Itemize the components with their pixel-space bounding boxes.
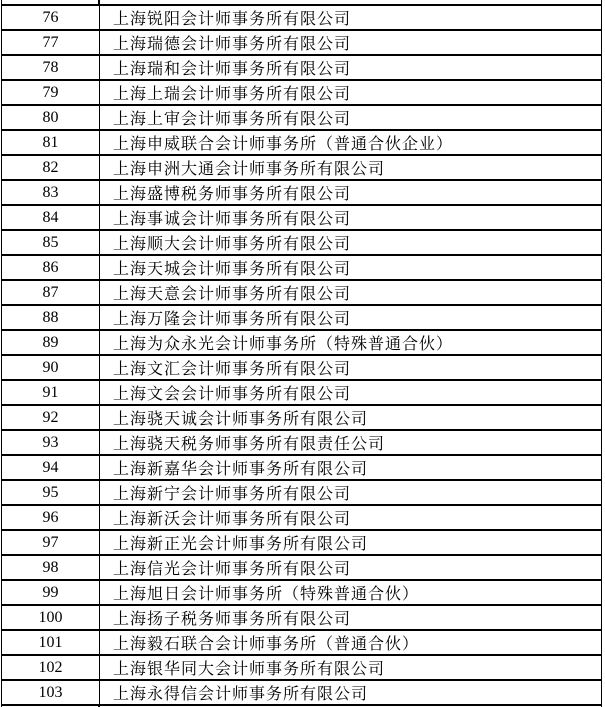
row-number-cell — [2, 681, 100, 704]
firm-name-cell — [100, 456, 601, 479]
row-number: 102 — [38, 658, 63, 676]
table-row — [2, 331, 601, 356]
firm-name: 上海永得信会计师事务所有限公司 — [113, 686, 369, 703]
table-row — [2, 456, 601, 481]
row-number-cell — [2, 556, 100, 579]
column-divider-sliver — [98, 0, 100, 4]
table-row — [2, 156, 601, 181]
row-number-cell — [2, 256, 100, 279]
firm-name-cell — [100, 356, 601, 379]
table-row — [2, 31, 601, 56]
table-row — [2, 681, 601, 706]
firm-name-cell — [100, 81, 601, 104]
firm-name: 上海盛博税务师事务所有限公司 — [113, 186, 352, 203]
table-row — [2, 181, 601, 206]
row-number-cell — [2, 331, 100, 354]
firm-name: 上海申洲大通会计师事务所有限公司 — [113, 161, 386, 178]
firm-name: 上海文汇会计师事务所有限公司 — [113, 361, 352, 378]
firm-name-cell — [100, 531, 601, 554]
firm-name-cell — [100, 281, 601, 304]
row-number: 88 — [42, 308, 59, 326]
row-number: 82 — [42, 158, 59, 176]
row-number-cell — [2, 131, 100, 154]
table-row — [2, 606, 601, 631]
row-number-cell — [2, 81, 100, 104]
firm-name-cell — [100, 181, 601, 204]
firm-name: 上海银华同大会计师事务所有限公司 — [113, 661, 386, 678]
row-number-cell — [2, 31, 100, 54]
firm-name-cell — [100, 256, 601, 279]
row-number: 101 — [38, 633, 63, 651]
row-number: 90 — [42, 358, 59, 376]
firm-name-cell — [100, 156, 601, 179]
row-number: 92 — [42, 408, 59, 426]
row-number: 87 — [42, 283, 59, 301]
row-number-cell — [2, 506, 100, 529]
table-row — [2, 256, 601, 281]
row-number: 84 — [42, 208, 59, 226]
firm-name: 上海旭日会计师事务所（特殊普通合伙） — [113, 586, 420, 603]
firm-name: 上海文会会计师事务所有限公司 — [113, 386, 352, 403]
table-row — [2, 356, 601, 381]
firm-name-cell — [100, 656, 601, 679]
row-number-cell — [2, 456, 100, 479]
table-row — [2, 6, 601, 31]
row-number: 76 — [42, 8, 59, 26]
firm-name: 上海信光会计师事务所有限公司 — [113, 561, 352, 578]
row-number: 78 — [42, 58, 59, 76]
firm-name: 上海扬子税务师事务所有限公司 — [113, 611, 352, 628]
firm-name: 上海申威联合会计师事务所（普通合伙企业） — [113, 136, 454, 153]
table-row — [2, 231, 601, 256]
row-number-cell — [2, 181, 100, 204]
firm-name-cell — [100, 481, 601, 504]
row-number: 81 — [42, 133, 59, 151]
row-number-cell — [2, 481, 100, 504]
firm-name-cell — [100, 406, 601, 429]
table-row — [2, 581, 601, 606]
firm-name-cell — [100, 331, 601, 354]
firm-name: 上海瑞德会计师事务所有限公司 — [113, 36, 352, 53]
row-number: 83 — [42, 183, 59, 201]
firm-name: 上海上审会计师事务所有限公司 — [113, 111, 352, 128]
row-number: 103 — [38, 683, 63, 701]
table-row — [2, 381, 601, 406]
row-number-cell — [2, 531, 100, 554]
table-row — [2, 56, 601, 81]
row-number-cell — [2, 6, 100, 29]
row-number: 94 — [42, 458, 59, 476]
row-number: 93 — [42, 433, 59, 451]
row-number: 91 — [42, 383, 59, 401]
firm-name-cell — [100, 131, 601, 154]
table-row — [2, 431, 601, 456]
row-number: 100 — [38, 608, 63, 626]
row-number: 79 — [42, 83, 59, 101]
firm-name-cell — [100, 431, 601, 454]
row-number-cell — [2, 606, 100, 629]
firm-name-cell — [100, 31, 601, 54]
table-row — [2, 131, 601, 156]
table-row — [2, 481, 601, 506]
firm-name: 上海顺大会计师事务所有限公司 — [113, 236, 352, 253]
row-number-cell — [2, 206, 100, 229]
firm-name-cell — [100, 681, 601, 704]
firm-name-cell — [100, 631, 601, 654]
table-row — [2, 106, 601, 131]
partial-row-top — [2, 0, 601, 6]
table-body — [2, 6, 601, 706]
row-number-cell — [2, 656, 100, 679]
table-row — [2, 306, 601, 331]
firm-name: 上海事诚会计师事务所有限公司 — [113, 211, 352, 228]
row-number-cell — [2, 306, 100, 329]
table-row — [2, 281, 601, 306]
row-number-cell — [2, 156, 100, 179]
table-row — [2, 206, 601, 231]
firm-name: 上海骁天诚会计师事务所有限公司 — [113, 411, 369, 428]
table-row — [2, 81, 601, 106]
firm-name: 上海新正光会计师事务所有限公司 — [113, 536, 369, 553]
row-number: 85 — [42, 233, 59, 251]
row-number: 98 — [42, 558, 59, 576]
firm-name: 上海锐阳会计师事务所有限公司 — [113, 11, 352, 28]
row-number: 80 — [42, 108, 59, 126]
firm-name: 上海万隆会计师事务所有限公司 — [113, 311, 352, 328]
row-number-cell — [2, 431, 100, 454]
row-number-cell — [2, 406, 100, 429]
table-row — [2, 506, 601, 531]
row-number: 95 — [42, 483, 59, 501]
firm-name: 上海骁天税务师事务所有限责任公司 — [113, 436, 386, 453]
firm-table — [1, 0, 602, 707]
firm-name: 上海新宁会计师事务所有限公司 — [113, 486, 352, 503]
row-number-cell — [2, 381, 100, 404]
firm-name: 上海天城会计师事务所有限公司 — [113, 261, 352, 278]
row-number-cell — [2, 56, 100, 79]
table-row — [2, 656, 601, 681]
row-number-cell — [2, 581, 100, 604]
firm-name-cell — [100, 6, 601, 29]
firm-name: 上海新沃会计师事务所有限公司 — [113, 511, 352, 528]
table-row — [2, 531, 601, 556]
firm-name-cell — [100, 581, 601, 604]
firm-name: 上海新嘉华会计师事务所有限公司 — [113, 461, 369, 478]
firm-name: 上海瑞和会计师事务所有限公司 — [113, 61, 352, 78]
firm-name-cell — [100, 231, 601, 254]
firm-name-cell — [100, 206, 601, 229]
firm-name: 上海上瑞会计师事务所有限公司 — [113, 86, 352, 103]
row-number-cell — [2, 631, 100, 654]
row-number-cell — [2, 356, 100, 379]
table-row — [2, 556, 601, 581]
firm-name: 上海为众永光会计师事务所（特殊普通合伙） — [113, 336, 454, 353]
firm-name-cell — [100, 506, 601, 529]
row-number-cell — [2, 231, 100, 254]
firm-name-cell — [100, 306, 601, 329]
table-row — [2, 406, 601, 431]
row-number: 96 — [42, 508, 59, 526]
row-number: 99 — [42, 583, 59, 601]
firm-name: 上海天意会计师事务所有限公司 — [113, 286, 352, 303]
row-number: 77 — [42, 33, 59, 51]
table-row — [2, 631, 601, 656]
firm-name-cell — [100, 56, 601, 79]
firm-name-cell — [100, 556, 601, 579]
row-number-cell — [2, 281, 100, 304]
row-number: 89 — [42, 333, 59, 351]
row-number: 97 — [42, 533, 59, 551]
row-number: 86 — [42, 258, 59, 276]
firm-name-cell — [100, 606, 601, 629]
row-number-cell — [2, 106, 100, 129]
firm-name-cell — [100, 381, 601, 404]
firm-name: 上海毅石联合会计师事务所（普通合伙） — [113, 636, 420, 653]
firm-name-cell — [100, 106, 601, 129]
